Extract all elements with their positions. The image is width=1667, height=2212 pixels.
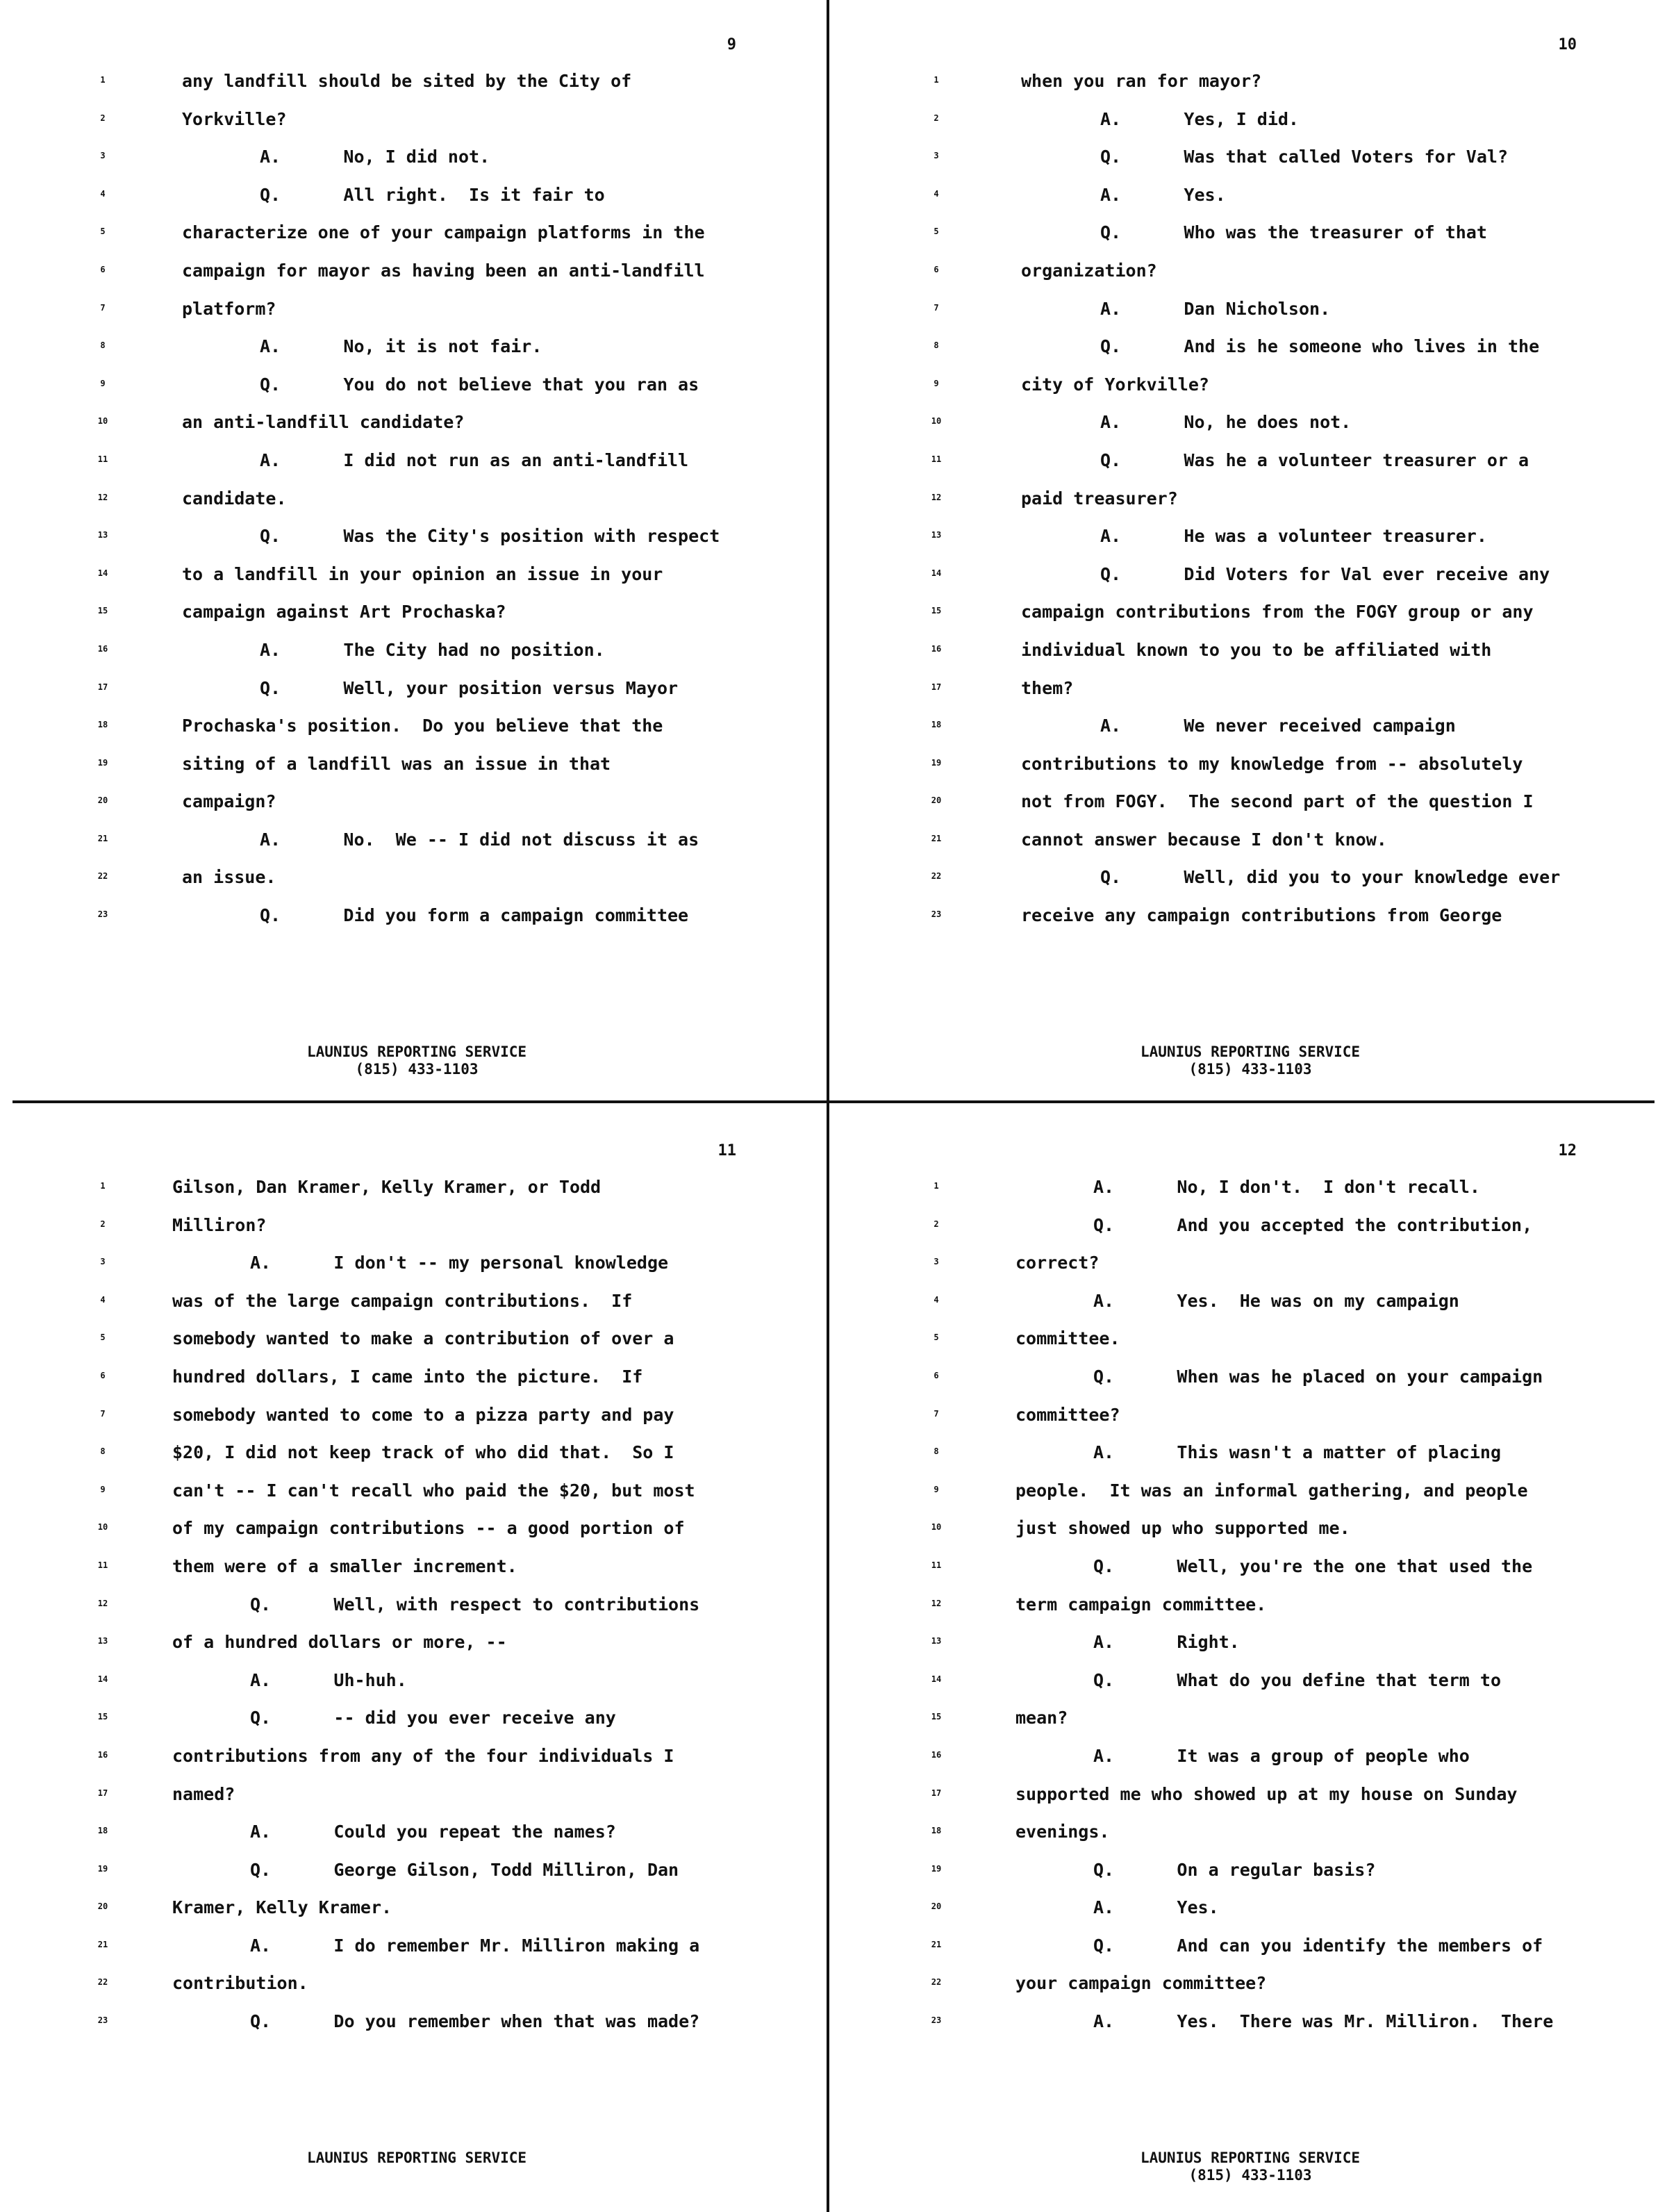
line-number: 11 — [931, 1560, 942, 1570]
line-text: A. No, he does not. — [1100, 412, 1352, 433]
line-text: individual known to you to be affiliated with — [1021, 639, 1492, 660]
line-number: 16 — [931, 643, 942, 654]
transcript-line — [834, 411, 1667, 449]
line-text: Q. And can you identify the members of — [1093, 1935, 1543, 1956]
transcript-line — [0, 1214, 834, 1252]
transcript-line — [834, 525, 1667, 563]
line-number: 18 — [97, 1826, 108, 1836]
line-text: Q. You do not believe that you ran as — [260, 374, 699, 395]
line-number: 7 — [100, 1408, 106, 1419]
transcript-line — [0, 1669, 834, 1707]
line-number: 15 — [97, 606, 108, 616]
line-number: 3 — [100, 1257, 106, 1267]
line-text: organization? — [1021, 260, 1157, 281]
transcript-line — [834, 600, 1667, 638]
line-text: mean? — [1015, 1708, 1068, 1728]
transcript-line — [0, 714, 834, 752]
line-text: supported me who showed up at my house on Sunday — [1015, 1783, 1518, 1804]
page-footer — [0, 2149, 834, 2167]
transcript-line — [0, 828, 834, 866]
transcript-line — [0, 1517, 834, 1555]
line-text: Yorkville? — [182, 108, 287, 129]
transcript-line — [0, 1858, 834, 1897]
line-number: 4 — [934, 1294, 939, 1305]
line-text: Q. What do you define that term to — [1093, 1669, 1501, 1690]
line-text: Q. Did you form a campaign committee — [260, 905, 689, 926]
transcript-lines — [834, 69, 1667, 942]
line-text: was of the large campaign contributions. If — [172, 1290, 633, 1311]
line-text: A. He was a volunteer treasurer. — [1100, 526, 1487, 547]
line-number: 7 — [100, 302, 106, 313]
line-text: to a landfill in your opinion an issue in your — [182, 563, 663, 584]
line-number: 16 — [931, 1749, 942, 1760]
line-number: 6 — [100, 264, 106, 274]
transcript-line — [834, 1365, 1667, 1403]
page-footer — [834, 1043, 1667, 1078]
transcript-lines — [834, 1175, 1667, 2048]
transcript-line — [0, 677, 834, 715]
transcript-line — [834, 677, 1667, 715]
page-number: 10 — [1558, 36, 1577, 53]
line-number: 18 — [931, 1826, 942, 1836]
line-text: Kramer, Kelly Kramer. — [172, 1897, 392, 1918]
line-text: them? — [1021, 677, 1074, 698]
line-text: Q. Who was the treasurer of that — [1100, 222, 1487, 243]
transcript-line — [834, 563, 1667, 601]
transcript-line — [0, 1631, 834, 1669]
transcript-line — [0, 373, 834, 411]
line-number: 7 — [934, 302, 939, 313]
line-text: Q. -- did you ever receive any — [250, 1708, 616, 1728]
line-number: 1 — [934, 1181, 939, 1191]
line-text: A. The City had no position. — [260, 639, 605, 660]
page-number: 9 — [727, 36, 736, 53]
line-text: A. No. We -- I did not discuss it as — [260, 829, 699, 850]
page-number: 11 — [718, 1142, 736, 1159]
transcript-line — [834, 1593, 1667, 1631]
line-number: 15 — [931, 1712, 942, 1722]
line-text: cannot answer because I don't know. — [1021, 829, 1387, 850]
line-text: evenings. — [1015, 1822, 1110, 1842]
line-text: term campaign committee. — [1015, 1594, 1267, 1615]
transcript-line — [834, 145, 1667, 183]
line-text: A. Yes. — [1093, 1897, 1219, 1918]
transcript-line — [0, 1783, 834, 1821]
line-text: Q. All right. Is it fair to — [260, 184, 605, 205]
transcript-line — [834, 1972, 1667, 2010]
line-number: 21 — [931, 833, 942, 843]
transcript-line — [0, 525, 834, 563]
transcript-page-10 — [834, 0, 1667, 1106]
line-text: people. It was an informal gathering, and people — [1015, 1480, 1528, 1501]
line-number: 4 — [934, 188, 939, 199]
line-text: characterize one of your campaign platforms in the — [182, 222, 705, 243]
line-text: somebody wanted to come to a pizza party and pay — [172, 1404, 674, 1425]
line-number: 7 — [934, 1408, 939, 1419]
line-number: 12 — [931, 492, 942, 502]
line-number: 19 — [931, 757, 942, 768]
line-number: 21 — [97, 833, 108, 843]
line-number: 5 — [934, 1332, 939, 1343]
line-text: Prochaska's position. Do you believe that the — [182, 716, 663, 736]
transcript-line — [834, 638, 1667, 677]
transcript-line — [0, 449, 834, 487]
line-text: named? — [172, 1783, 235, 1804]
transcript-line — [0, 638, 834, 677]
line-number: 13 — [931, 530, 942, 540]
line-number: 15 — [97, 1712, 108, 1722]
line-text: A. No, I don't. I don't recall. — [1093, 1177, 1480, 1197]
line-number: 11 — [97, 454, 108, 464]
line-number: 19 — [97, 1863, 108, 1874]
line-text: contributions from any of the four individuals I — [172, 1745, 674, 1766]
reporter-phone: (815) 433-1103 — [1188, 2167, 1312, 2184]
line-number: 17 — [931, 1788, 942, 1798]
line-text: candidate. — [182, 488, 287, 509]
line-number: 6 — [100, 1370, 106, 1380]
line-text: Q. Did Voters for Val ever receive any — [1100, 563, 1550, 584]
line-number: 22 — [97, 871, 108, 882]
line-number: 3 — [934, 151, 939, 161]
line-number: 23 — [97, 909, 108, 920]
transcript-line — [834, 1820, 1667, 1858]
reporter-phone: (815) 433-1103 — [1188, 1061, 1312, 1078]
transcript-line — [0, 1896, 834, 1934]
line-text: campaign for mayor as having been an anti-landfill — [182, 260, 705, 281]
line-number: 15 — [931, 606, 942, 616]
line-text: an anti-landfill candidate? — [182, 412, 465, 433]
transcript-line — [834, 866, 1667, 904]
transcript-line — [0, 1365, 834, 1403]
transcript-line — [834, 487, 1667, 525]
line-number: 21 — [97, 1939, 108, 1949]
line-number: 6 — [934, 1370, 939, 1380]
line-number: 18 — [97, 720, 108, 730]
line-text: Q. Was that called Voters for Val? — [1100, 147, 1508, 167]
line-text: somebody wanted to make a contribution of over a — [172, 1328, 674, 1349]
line-text: your campaign committee? — [1015, 1973, 1267, 1994]
line-text: A. No, I did not. — [260, 147, 490, 167]
transcript-page-12 — [834, 1106, 1667, 2212]
transcript-page-9 — [0, 0, 834, 1106]
transcript-line — [834, 449, 1667, 487]
line-text: correct? — [1015, 1253, 1100, 1273]
transcript-line — [834, 183, 1667, 222]
page-number: 12 — [1558, 1142, 1577, 1159]
transcript-line — [834, 69, 1667, 108]
transcript-line — [834, 1517, 1667, 1555]
transcript-line — [834, 1744, 1667, 1783]
line-number: 19 — [97, 757, 108, 768]
line-text: siting of a landfill was an issue in that — [182, 753, 611, 774]
line-text: can't -- I can't recall who paid the $20, but most — [172, 1480, 695, 1501]
line-number: 3 — [934, 1257, 939, 1267]
transcript-line — [0, 335, 834, 373]
transcript-line — [834, 1631, 1667, 1669]
line-number: 17 — [97, 1788, 108, 1798]
transcript-line — [834, 2010, 1667, 2048]
reporter-name: LAUNIUS REPORTING SERVICE — [1140, 2149, 1361, 2166]
line-number: 1 — [100, 75, 106, 85]
line-text: Milliron? — [172, 1214, 267, 1235]
line-text: campaign contributions from the FOGY group or any — [1021, 602, 1534, 622]
line-number: 20 — [931, 795, 942, 806]
transcript-line — [0, 752, 834, 791]
line-text: A. Yes, I did. — [1100, 108, 1299, 129]
line-number: 9 — [934, 1484, 939, 1494]
transcript-line — [0, 790, 834, 828]
transcript-line — [834, 1783, 1667, 1821]
line-text: committee. — [1015, 1328, 1120, 1349]
transcript-line — [0, 2010, 834, 2048]
line-number: 5 — [100, 1332, 106, 1343]
line-text: not from FOGY. The second part of the question I — [1021, 791, 1534, 812]
line-number: 8 — [100, 1446, 106, 1457]
line-number: 10 — [97, 1522, 108, 1533]
line-number: 17 — [931, 682, 942, 692]
transcript-line — [834, 335, 1667, 373]
transcript-line — [834, 752, 1667, 791]
line-number: 4 — [100, 1294, 106, 1305]
transcript-line — [0, 1972, 834, 2010]
line-text: A. We never received campaign — [1100, 716, 1456, 736]
transcript-line — [0, 487, 834, 525]
transcript-line — [0, 1441, 834, 1479]
transcript-line — [834, 1896, 1667, 1934]
line-number: 10 — [931, 416, 942, 427]
transcript-line — [834, 1327, 1667, 1365]
reporter-name: LAUNIUS REPORTING SERVICE — [306, 1043, 527, 1060]
line-number: 2 — [100, 113, 106, 123]
transcript-line — [834, 1289, 1667, 1328]
transcript-line — [0, 259, 834, 297]
transcript-line — [0, 563, 834, 601]
line-number: 10 — [97, 416, 108, 427]
line-text: platform? — [182, 298, 276, 319]
line-text: Q. On a regular basis? — [1093, 1859, 1376, 1880]
line-number: 21 — [931, 1939, 942, 1949]
line-text: Q. Was he a volunteer treasurer or a — [1100, 449, 1529, 470]
line-number: 22 — [97, 1977, 108, 1988]
line-text: contributions to my knowledge from -- absolutely — [1021, 753, 1523, 774]
line-text: of a hundred dollars or more, -- — [172, 1632, 507, 1653]
transcript-line — [0, 1820, 834, 1858]
line-text: receive any campaign contributions from George — [1021, 905, 1502, 926]
line-text: Q. Well, your position versus Mayor — [260, 677, 679, 698]
transcript-line — [834, 790, 1667, 828]
line-text: Q. George Gilson, Todd Milliron, Dan — [250, 1859, 679, 1880]
line-number: 13 — [97, 1636, 108, 1646]
line-text: any landfill should be sited by the City of — [182, 71, 632, 91]
line-text: A. Dan Nicholson. — [1100, 298, 1331, 319]
line-number: 20 — [931, 1901, 942, 1912]
transcript-line — [0, 1327, 834, 1365]
line-text: A. Yes. There was Mr. Milliron. There — [1093, 2011, 1554, 2032]
line-number: 22 — [931, 1977, 942, 1988]
line-number: 13 — [97, 530, 108, 540]
line-number: 12 — [97, 492, 108, 502]
transcript-line — [0, 600, 834, 638]
page-footer — [834, 2149, 1667, 2184]
line-text: A. I do remember Mr. Milliron making a — [250, 1935, 700, 1956]
reporter-name: LAUNIUS REPORTING SERVICE — [1140, 1043, 1361, 1060]
transcript-line — [0, 297, 834, 336]
line-text: committee? — [1015, 1404, 1120, 1425]
line-text: of my campaign contributions -- a good portion of — [172, 1518, 685, 1539]
line-text: A. It was a group of people who — [1093, 1745, 1470, 1766]
line-text: A. This wasn't a matter of placing — [1093, 1442, 1501, 1463]
transcript-line — [0, 1706, 834, 1744]
transcript-line — [0, 1593, 834, 1631]
line-number: 2 — [934, 1219, 939, 1229]
line-number: 11 — [97, 1560, 108, 1570]
line-number: 9 — [100, 378, 106, 388]
transcript-line — [0, 1251, 834, 1289]
transcript-lines — [0, 1175, 834, 2048]
transcript-line — [834, 297, 1667, 336]
transcript-line — [0, 108, 834, 146]
line-number: 23 — [97, 2015, 108, 2026]
line-number: 8 — [100, 340, 106, 351]
transcript-line — [834, 828, 1667, 866]
transcript-line — [834, 1214, 1667, 1252]
line-text: Gilson, Dan Kramer, Kelly Kramer, or Todd — [172, 1177, 602, 1197]
transcript-line — [834, 259, 1667, 297]
line-text: contribution. — [172, 1973, 308, 1994]
page-footer — [0, 1043, 834, 1078]
transcript-line — [0, 1175, 834, 1214]
line-number: 19 — [931, 1863, 942, 1874]
transcript-line — [0, 1479, 834, 1517]
transcript-line — [0, 221, 834, 259]
line-number: 8 — [934, 1446, 939, 1457]
transcript-line — [0, 866, 834, 904]
reporter-name: LAUNIUS REPORTING SERVICE — [306, 2149, 527, 2166]
transcript-line — [0, 904, 834, 942]
transcript-line — [834, 1555, 1667, 1593]
line-text: Q. Well, you're the one that used the — [1093, 1555, 1533, 1576]
line-number: 14 — [97, 1674, 108, 1684]
line-text: campaign against Art Prochaska? — [182, 602, 506, 622]
transcript-line — [0, 69, 834, 108]
line-number: 1 — [100, 1181, 106, 1191]
line-text: A. Yes. — [1100, 184, 1226, 205]
transcript-line — [0, 183, 834, 222]
transcript-line — [834, 1669, 1667, 1707]
line-text: A. No, it is not fair. — [260, 336, 542, 357]
line-text: city of Yorkville? — [1021, 374, 1209, 395]
transcript-line — [834, 1175, 1667, 1214]
line-text: A. I don't -- my personal knowledge — [250, 1253, 669, 1273]
line-text: A. Yes. He was on my campaign — [1093, 1290, 1459, 1311]
line-text: Q. Was the City's position with respect — [260, 526, 720, 547]
line-text: $20, I did not keep track of who did that. So I — [172, 1442, 674, 1463]
line-text: Q. And you accepted the contribution, — [1093, 1214, 1533, 1235]
transcript-line — [834, 221, 1667, 259]
line-text: A. Could you repeat the names? — [250, 1822, 616, 1842]
line-text: when you ran for mayor? — [1021, 71, 1262, 91]
line-number: 11 — [931, 454, 942, 464]
line-number: 23 — [931, 909, 942, 920]
line-number: 5 — [100, 226, 106, 237]
transcript-line — [834, 1858, 1667, 1897]
line-text: hundred dollars, I came into the picture. If — [172, 1366, 643, 1387]
line-text: Q. Well, did you to your knowledge ever — [1100, 867, 1561, 888]
line-number: 9 — [100, 1484, 106, 1494]
line-number: 12 — [97, 1598, 108, 1608]
transcript-line — [0, 1555, 834, 1593]
line-number: 14 — [931, 568, 942, 578]
transcript-line — [834, 108, 1667, 146]
line-number: 4 — [100, 188, 106, 199]
transcript-line — [834, 1441, 1667, 1479]
line-number: 2 — [100, 1219, 106, 1229]
line-number: 5 — [934, 226, 939, 237]
line-number: 6 — [934, 264, 939, 274]
line-text: paid treasurer? — [1021, 488, 1178, 509]
line-number: 14 — [97, 568, 108, 578]
reporter-phone: (815) 433-1103 — [355, 1061, 479, 1078]
transcript-lines — [0, 69, 834, 942]
transcript-line — [834, 1479, 1667, 1517]
transcript-line — [0, 1934, 834, 1972]
line-number: 20 — [97, 795, 108, 806]
line-text: Q. Do you remember when that was made? — [250, 2011, 700, 2032]
transcript-line — [0, 1289, 834, 1328]
transcript-line — [834, 1251, 1667, 1289]
transcript-line — [0, 1744, 834, 1783]
line-number: 3 — [100, 151, 106, 161]
line-text: campaign? — [182, 791, 276, 812]
transcript-line — [834, 1934, 1667, 1972]
line-number: 16 — [97, 1749, 108, 1760]
line-number: 17 — [97, 682, 108, 692]
line-number: 1 — [934, 75, 939, 85]
line-text: them were of a smaller increment. — [172, 1555, 517, 1576]
transcript-line — [834, 904, 1667, 942]
line-text: A. I did not run as an anti-landfill — [260, 449, 689, 470]
transcript-line — [0, 1403, 834, 1442]
line-text: Q. When was he placed on your campaign — [1093, 1366, 1543, 1387]
transcript-page-11 — [0, 1106, 834, 2212]
line-number: 20 — [97, 1901, 108, 1912]
transcript-line — [0, 145, 834, 183]
line-number: 12 — [931, 1598, 942, 1608]
line-text: A. Uh-huh. — [250, 1669, 407, 1690]
line-number: 18 — [931, 720, 942, 730]
line-number: 16 — [97, 643, 108, 654]
line-text: Q. And is he someone who lives in the — [1100, 336, 1540, 357]
transcript-line — [0, 411, 834, 449]
line-number: 14 — [931, 1674, 942, 1684]
line-text: Q. Well, with respect to contributions — [250, 1594, 700, 1615]
line-number: 9 — [934, 378, 939, 388]
line-text: A. Right. — [1093, 1632, 1240, 1653]
line-number: 8 — [934, 340, 939, 351]
line-text: an issue. — [182, 867, 276, 888]
transcript-line — [834, 373, 1667, 411]
transcript-line — [834, 714, 1667, 752]
line-number: 23 — [931, 2015, 942, 2026]
line-number: 2 — [934, 113, 939, 123]
line-text: just showed up who supported me. — [1015, 1518, 1350, 1539]
transcript-line — [834, 1403, 1667, 1442]
transcript-line — [834, 1706, 1667, 1744]
line-number: 10 — [931, 1522, 942, 1533]
line-number: 13 — [931, 1636, 942, 1646]
line-number: 22 — [931, 871, 942, 882]
